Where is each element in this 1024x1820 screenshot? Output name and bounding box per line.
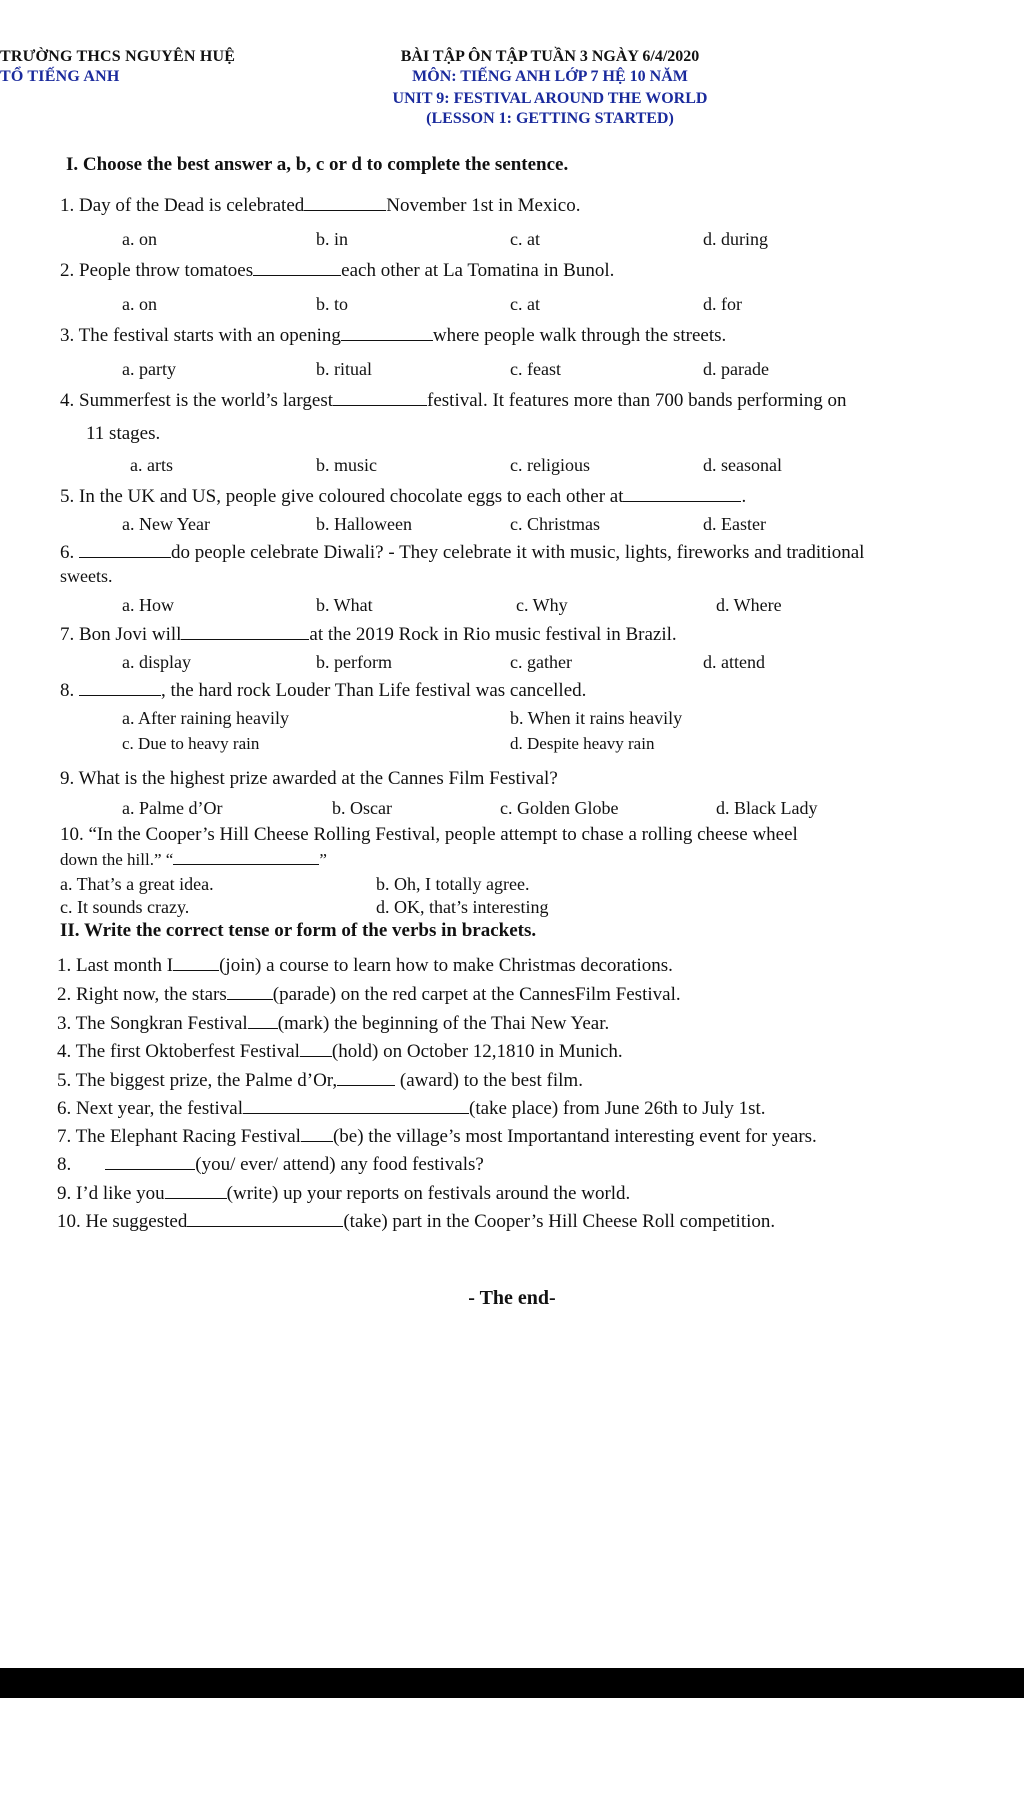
option-b[interactable]: b. to <box>316 294 349 314</box>
answer-blank[interactable] <box>304 196 386 211</box>
school-name: TRƯỜNG THCS NGUYÊN HUỆ <box>0 48 236 65</box>
option-a[interactable]: a. arts <box>130 455 173 475</box>
exercise-item-5: 5. The biggest prize, the Palme d’Or, (award) to the best film. <box>57 1070 583 1091</box>
answer-blank[interactable] <box>187 1212 343 1227</box>
question-4: 4. Summerfest is the world’s largest festival. It features more than 700 bands performing on <box>60 390 847 411</box>
subject-line: MÔN: TIẾNG ANH LỚP 7 HỆ 10 NĂM <box>412 68 688 85</box>
answer-blank[interactable] <box>181 625 309 640</box>
option-d[interactable]: d. Easter <box>703 514 766 534</box>
answer-blank[interactable] <box>623 487 741 502</box>
answer-blank[interactable] <box>79 543 171 558</box>
answer-blank[interactable] <box>79 681 161 696</box>
option-d[interactable]: d. OK, that’s interesting <box>376 897 549 917</box>
option-c[interactable]: c. Christmas <box>510 514 600 534</box>
option-b[interactable]: b. Oscar <box>332 798 392 818</box>
option-a[interactable]: a. display <box>122 652 191 672</box>
option-b[interactable]: b. in <box>316 229 349 249</box>
question-10: 10. “In the Cooper’s Hill Cheese Rolling Festival, people attempt to chase a rolling cheese wheel <box>60 824 798 845</box>
option-c[interactable]: c. It sounds crazy. <box>60 897 190 917</box>
question-9: 9. What is the highest prize awarded at the Cannes Film Festival? <box>60 768 558 789</box>
answer-blank[interactable] <box>105 1155 195 1170</box>
option-a[interactable]: a. on <box>122 229 157 249</box>
option-d[interactable]: d. for <box>703 294 742 314</box>
option-a[interactable]: a. How <box>122 595 174 615</box>
exercise-item-2: 2. Right now, the stars (parade) on the red carpet at the CannesFilm Festival. <box>57 984 681 1005</box>
unit-title: UNIT 9: FESTIVAL AROUND THE WORLD <box>392 90 708 107</box>
option-b[interactable]: b. When it rains heavily <box>510 708 683 728</box>
option-c[interactable]: c. religious <box>510 455 590 475</box>
answer-blank[interactable] <box>227 985 273 1000</box>
option-c[interactable]: c. Due to heavy rain <box>122 734 260 753</box>
exercise-item-3: 3. The Songkran Festival (mark) the beginning of the Thai New Year. <box>57 1013 610 1034</box>
exercise-item-6: 6. Next year, the festival (take place) from June 26th to July 1st. <box>57 1098 766 1119</box>
exercise-item-7: 7. The Elephant Racing Festival (be) the village’s most Importantand interesting event for years. <box>57 1126 817 1147</box>
exercise-item-10: 10. He suggested (take) part in the Cooper’s Hill Cheese Roll competition. <box>57 1211 776 1232</box>
question-3: 3. The festival starts with an opening where people walk through the streets. <box>60 325 727 346</box>
option-b[interactable]: b. Oh, I totally agree. <box>376 874 530 894</box>
option-d[interactable]: d. attend <box>703 652 765 672</box>
option-c[interactable]: c. at <box>510 294 540 314</box>
answer-blank[interactable] <box>248 1014 278 1029</box>
option-a[interactable]: a. on <box>122 294 157 314</box>
option-c[interactable]: c. feast <box>510 359 561 379</box>
answer-blank[interactable] <box>243 1099 469 1114</box>
question-8: 8. , the hard rock Louder Than Life festival was cancelled. <box>60 680 587 701</box>
answer-blank[interactable] <box>253 261 341 276</box>
option-a[interactable]: a. That’s a great idea. <box>60 874 214 894</box>
answer-blank[interactable] <box>173 850 319 865</box>
option-c[interactable]: c. gather <box>510 652 572 672</box>
option-b[interactable]: b. perform <box>316 652 392 672</box>
question-10-continued: down the hill.” “ ” <box>60 850 327 869</box>
answer-blank[interactable] <box>173 956 219 971</box>
option-a[interactable]: a. Palme d’Or <box>122 798 223 818</box>
option-a[interactable]: a. After raining heavily <box>122 708 289 728</box>
option-a[interactable]: a. New Year <box>122 514 210 534</box>
question-6: 6. do people celebrate Diwali? - They celebrate it with music, lights, fireworks and traditional <box>60 542 865 563</box>
answer-blank[interactable] <box>301 1127 333 1142</box>
option-c[interactable]: c. Golden Globe <box>500 798 619 818</box>
option-d[interactable]: d. Despite heavy rain <box>510 734 655 753</box>
exercise-item-9: 9. I’d like you (write) up your reports on festivals around the world. <box>57 1183 631 1204</box>
question-2: 2. People throw tomatoes each other at La Tomatina in Bunol. <box>60 260 615 281</box>
question-6-continued: sweets. <box>60 566 113 586</box>
department-name: TỔ TIẾNG ANH <box>0 68 120 85</box>
question-4-continued: 11 stages. <box>86 423 161 444</box>
end-text: - The end- <box>468 1287 556 1309</box>
exercise-item-8: 8. (you/ ever/ attend) any food festivals? <box>57 1154 484 1175</box>
option-b[interactable]: b. music <box>316 455 377 475</box>
question-1: 1. Day of the Dead is celebrated November 1st in Mexico. <box>60 195 581 216</box>
answer-blank[interactable] <box>165 1184 227 1199</box>
option-d[interactable]: d. during <box>703 229 768 249</box>
section-1-heading: I. Choose the best answer a, b, c or d to complete the sentence. <box>66 154 569 175</box>
option-c[interactable]: c. at <box>510 229 540 249</box>
option-d[interactable]: d. parade <box>703 359 769 379</box>
answer-blank[interactable] <box>300 1042 332 1057</box>
lesson-title: (LESSON 1: GETTING STARTED) <box>426 110 674 127</box>
option-d[interactable]: d. Black Lady <box>716 798 818 818</box>
option-d[interactable]: d. Where <box>716 595 782 615</box>
option-b[interactable]: b. ritual <box>316 359 372 379</box>
option-b[interactable]: b. What <box>316 595 373 615</box>
option-d[interactable]: d. seasonal <box>703 455 782 475</box>
exercise-item-4: 4. The first Oktoberfest Festival (hold) on October 12,1810 in Munich. <box>57 1041 623 1062</box>
answer-blank[interactable] <box>333 391 427 406</box>
question-5: 5. In the UK and US, people give coloured chocolate eggs to each other at . <box>60 486 747 507</box>
worksheet-title: BÀI TẬP ÔN TẬP TUẦN 3 NGÀY 6/4/2020 <box>400 48 700 65</box>
question-7: 7. Bon Jovi will at the 2019 Rock in Rio music festival in Brazil. <box>60 624 677 645</box>
option-b[interactable]: b. Halloween <box>316 514 412 534</box>
exercise-item-1: 1. Last month I (join) a course to learn how to make Christmas decorations. <box>57 955 673 976</box>
answer-blank[interactable] <box>337 1071 395 1086</box>
option-a[interactable]: a. party <box>122 359 176 379</box>
black-band <box>0 1668 1024 1698</box>
option-c[interactable]: c. Why <box>516 595 568 615</box>
section-2-heading: II. Write the correct tense or form of the verbs in brackets. <box>60 920 537 941</box>
answer-blank[interactable] <box>341 326 433 341</box>
